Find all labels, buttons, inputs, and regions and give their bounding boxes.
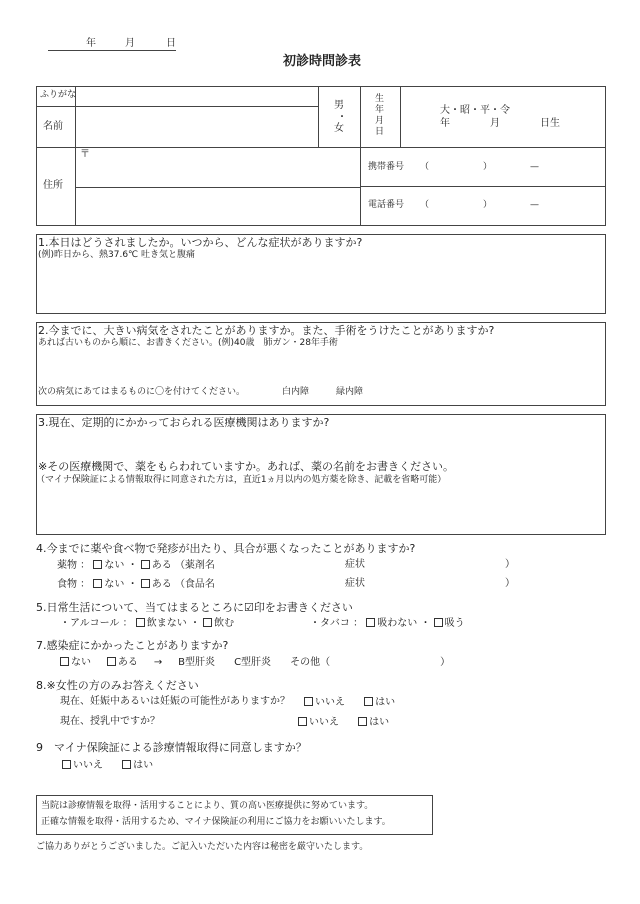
name-label: 名前 [43, 121, 63, 132]
q2-title: 2.今までに、大きい病気をされたことがありますか。また、手術をうけたことがありますか? [38, 324, 495, 337]
close-paren: ） [505, 578, 515, 589]
option-label: ない [104, 579, 125, 590]
footer-thanks: ご協力ありがとうございました。ご記入いただいた内容は秘密を厳守いたします。 [36, 842, 369, 852]
q7-other-field[interactable]: その他（ ） [290, 657, 451, 668]
divider [360, 186, 606, 187]
separator: ・ [420, 618, 431, 629]
q5-alcohol-row [60, 618, 234, 629]
separator: ・ [189, 618, 200, 629]
q8-pregnancy-question: 現在、妊娠中あるいは妊娠の可能性がありますか？ [60, 696, 290, 707]
q4-drug-row [57, 560, 215, 571]
name-field[interactable] [77, 108, 317, 146]
q9-options [62, 760, 153, 771]
checkbox-icon [136, 618, 145, 627]
sex-female-label[interactable]: 女 [334, 123, 344, 134]
option-label: いいえ [73, 760, 103, 771]
address-label: 住所 [43, 180, 63, 191]
q4-food-yes-checkbox[interactable] [141, 579, 172, 590]
sex-separator: ・ [337, 112, 347, 123]
q8-nursing-yes-checkbox[interactable] [358, 717, 389, 728]
option-label: 飲まない [146, 618, 187, 629]
q8-nursing-options [298, 717, 389, 728]
q8-pregnancy-options [304, 697, 395, 708]
option-label: いいえ [309, 717, 339, 728]
q1-title: 1.本日はどうされましたか。いつから、どんな症状がありますか? [38, 236, 363, 249]
option-label: はい [375, 697, 396, 708]
option-label: ある [151, 579, 172, 590]
birth-label-1: 生 [375, 94, 385, 104]
q5-tobacco-label: ・タバコ ： [310, 618, 364, 629]
q3-note: （マイナ保険証による情報取得に同意された方は，直近1ヵ月以内の処方薬を除き、記載を省略可能） [36, 475, 447, 485]
mobile-dash: — [530, 162, 539, 172]
q7-hepatitis-c-option[interactable]: C型肝炎 [234, 657, 272, 668]
q2-example: あれば古いものから順に、お書きください。(例)40歳 肺ガン・28年手術 [38, 338, 338, 348]
q4-title: 4.今までに薬や食べ物で発疹が出たり、具合が悪くなったことがありますか? [36, 542, 416, 555]
q5-no-smoke-checkbox[interactable] [366, 618, 417, 629]
checkbox-icon [141, 560, 150, 569]
option-label: はい [369, 717, 390, 728]
birth-label-3: 月 [375, 116, 385, 126]
q7-options-row [60, 657, 450, 668]
q5-smoke-checkbox[interactable] [434, 618, 465, 629]
birthdate-ymd[interactable]: 年 月 日生 [440, 118, 560, 129]
option-label: ある [117, 657, 138, 668]
divider [75, 86, 76, 226]
q8-title: 8.※女性の方のみお答えください [36, 679, 199, 692]
checkbox-icon [93, 579, 102, 588]
option-label: 吸う [444, 618, 465, 629]
notice-line-1: 当院は診療情報を取得・活用することにより、質の高い医療提供に努めています。 [41, 801, 374, 811]
checkbox-icon [141, 579, 150, 588]
page-title: 初診時問診表 [283, 54, 362, 69]
q9-no-checkbox[interactable] [62, 760, 103, 771]
q7-yes-checkbox[interactable] [107, 657, 138, 668]
q2-glaucoma-option[interactable]: 緑内障 [336, 387, 364, 397]
checkbox-icon [122, 760, 131, 769]
separator: ・ [127, 579, 138, 590]
option-label: 吸わない [377, 618, 418, 629]
address-field[interactable] [90, 150, 358, 225]
q4-food-row [57, 579, 215, 590]
q4-drug-symptom-field[interactable]: 症状 [345, 559, 365, 570]
q2-cataract-option[interactable]: 白内障 [282, 387, 310, 397]
phone-area-code[interactable]: （ ） [420, 200, 493, 210]
q5-no-drink-checkbox[interactable] [136, 618, 187, 629]
furigana-label: ふりがな [40, 90, 77, 100]
q5-alcohol-label: ・アルコール ： [60, 618, 133, 629]
divider [360, 86, 361, 226]
q4-drug-no-checkbox[interactable] [93, 560, 124, 571]
checkbox-icon [107, 657, 116, 666]
furigana-field[interactable] [77, 88, 317, 105]
arrow-right-icon: → [153, 657, 163, 668]
checkbox-icon [203, 618, 212, 627]
q3-title: 3.現在、定期的にかかっておられる医療機関はありますか? [38, 416, 330, 429]
q2-circle-instruction: 次の病気にあてはまるものに〇を付けてください。 [38, 387, 246, 397]
option-label: ある [151, 560, 172, 571]
q5-title: 5.日常生活について、当てはまるところに☑印をお書きください [36, 601, 353, 614]
q9-title: 9 マイナ保険証による診療情報取得に同意しますか？ [36, 741, 307, 754]
sex-male-label[interactable]: 男 [334, 100, 344, 111]
q8-nursing-question: 現在、授乳中ですか？ [60, 716, 160, 727]
divider [400, 86, 401, 147]
checkbox-icon [366, 618, 375, 627]
checkbox-icon [60, 657, 69, 666]
q4-food-no-checkbox[interactable] [93, 579, 124, 590]
q7-no-checkbox[interactable] [60, 657, 91, 668]
checkbox-icon [358, 717, 367, 726]
q4-drug-name-field[interactable]: （薬剤名 [174, 560, 215, 571]
mobile-area-code[interactable]: （ ） [420, 162, 493, 172]
checkbox-icon [298, 717, 307, 726]
checkbox-icon [304, 697, 313, 706]
divider [318, 86, 319, 147]
q5-drink-checkbox[interactable] [203, 618, 234, 629]
option-label: いいえ [315, 697, 345, 708]
q4-drug-label: 薬物 ： [57, 560, 91, 571]
option-label: はい [133, 760, 154, 771]
q4-food-symptom-field[interactable]: 症状 [345, 578, 365, 589]
notice-line-2: 正確な情報を取得・活用するため、マイナ保険証の利用にご協力をお願いいたします。 [41, 817, 391, 827]
option-label: ない [104, 560, 125, 571]
q4-food-label: 食物 ： [57, 579, 91, 590]
birth-label-4: 日 [375, 127, 385, 137]
q8-nursing-no-checkbox[interactable] [298, 717, 339, 728]
q3-medicine-question: ※その医療機関で、薬をもらわれていますか。あれば、薬の名前をお書きください。 [38, 460, 454, 473]
mobile-label: 携帯番号 [368, 162, 405, 172]
date-day-label: 日 [166, 38, 176, 49]
q8-pregnancy-no-checkbox[interactable] [304, 697, 345, 708]
date-underline [48, 50, 176, 51]
q4-food-name-field[interactable]: （食品名 [174, 579, 215, 590]
divider [36, 106, 318, 107]
q9-yes-checkbox[interactable] [122, 760, 153, 771]
postal-mark: 〒 [80, 149, 90, 160]
q7-hepatitis-b-option[interactable]: B型肝炎 [178, 657, 215, 668]
date-month-label: 月 [125, 38, 135, 49]
phone-label: 電話番号 [368, 200, 405, 210]
option-label: ない [71, 657, 91, 668]
close-paren: ） [505, 559, 515, 570]
birth-label-2: 年 [375, 105, 385, 115]
checkbox-icon [364, 697, 373, 706]
checkbox-icon [93, 560, 102, 569]
checkbox-icon [434, 618, 443, 627]
option-label: 飲む [214, 618, 235, 629]
q5-tobacco-row [310, 618, 465, 629]
divider [36, 147, 606, 148]
date-year-label: 年 [86, 38, 96, 49]
era-options[interactable]: 大・昭・平・令 [440, 105, 510, 116]
q1-example: (例)昨日から、熱37.6℃ 吐き気と腹痛 [38, 250, 196, 260]
checkbox-icon [62, 760, 71, 769]
q8-pregnancy-yes-checkbox[interactable] [364, 697, 395, 708]
phone-dash: — [530, 200, 539, 210]
separator: ・ [127, 560, 138, 571]
q4-drug-yes-checkbox[interactable] [141, 560, 172, 571]
q7-title: 7.感染症にかかったことがありますか? [36, 639, 229, 652]
